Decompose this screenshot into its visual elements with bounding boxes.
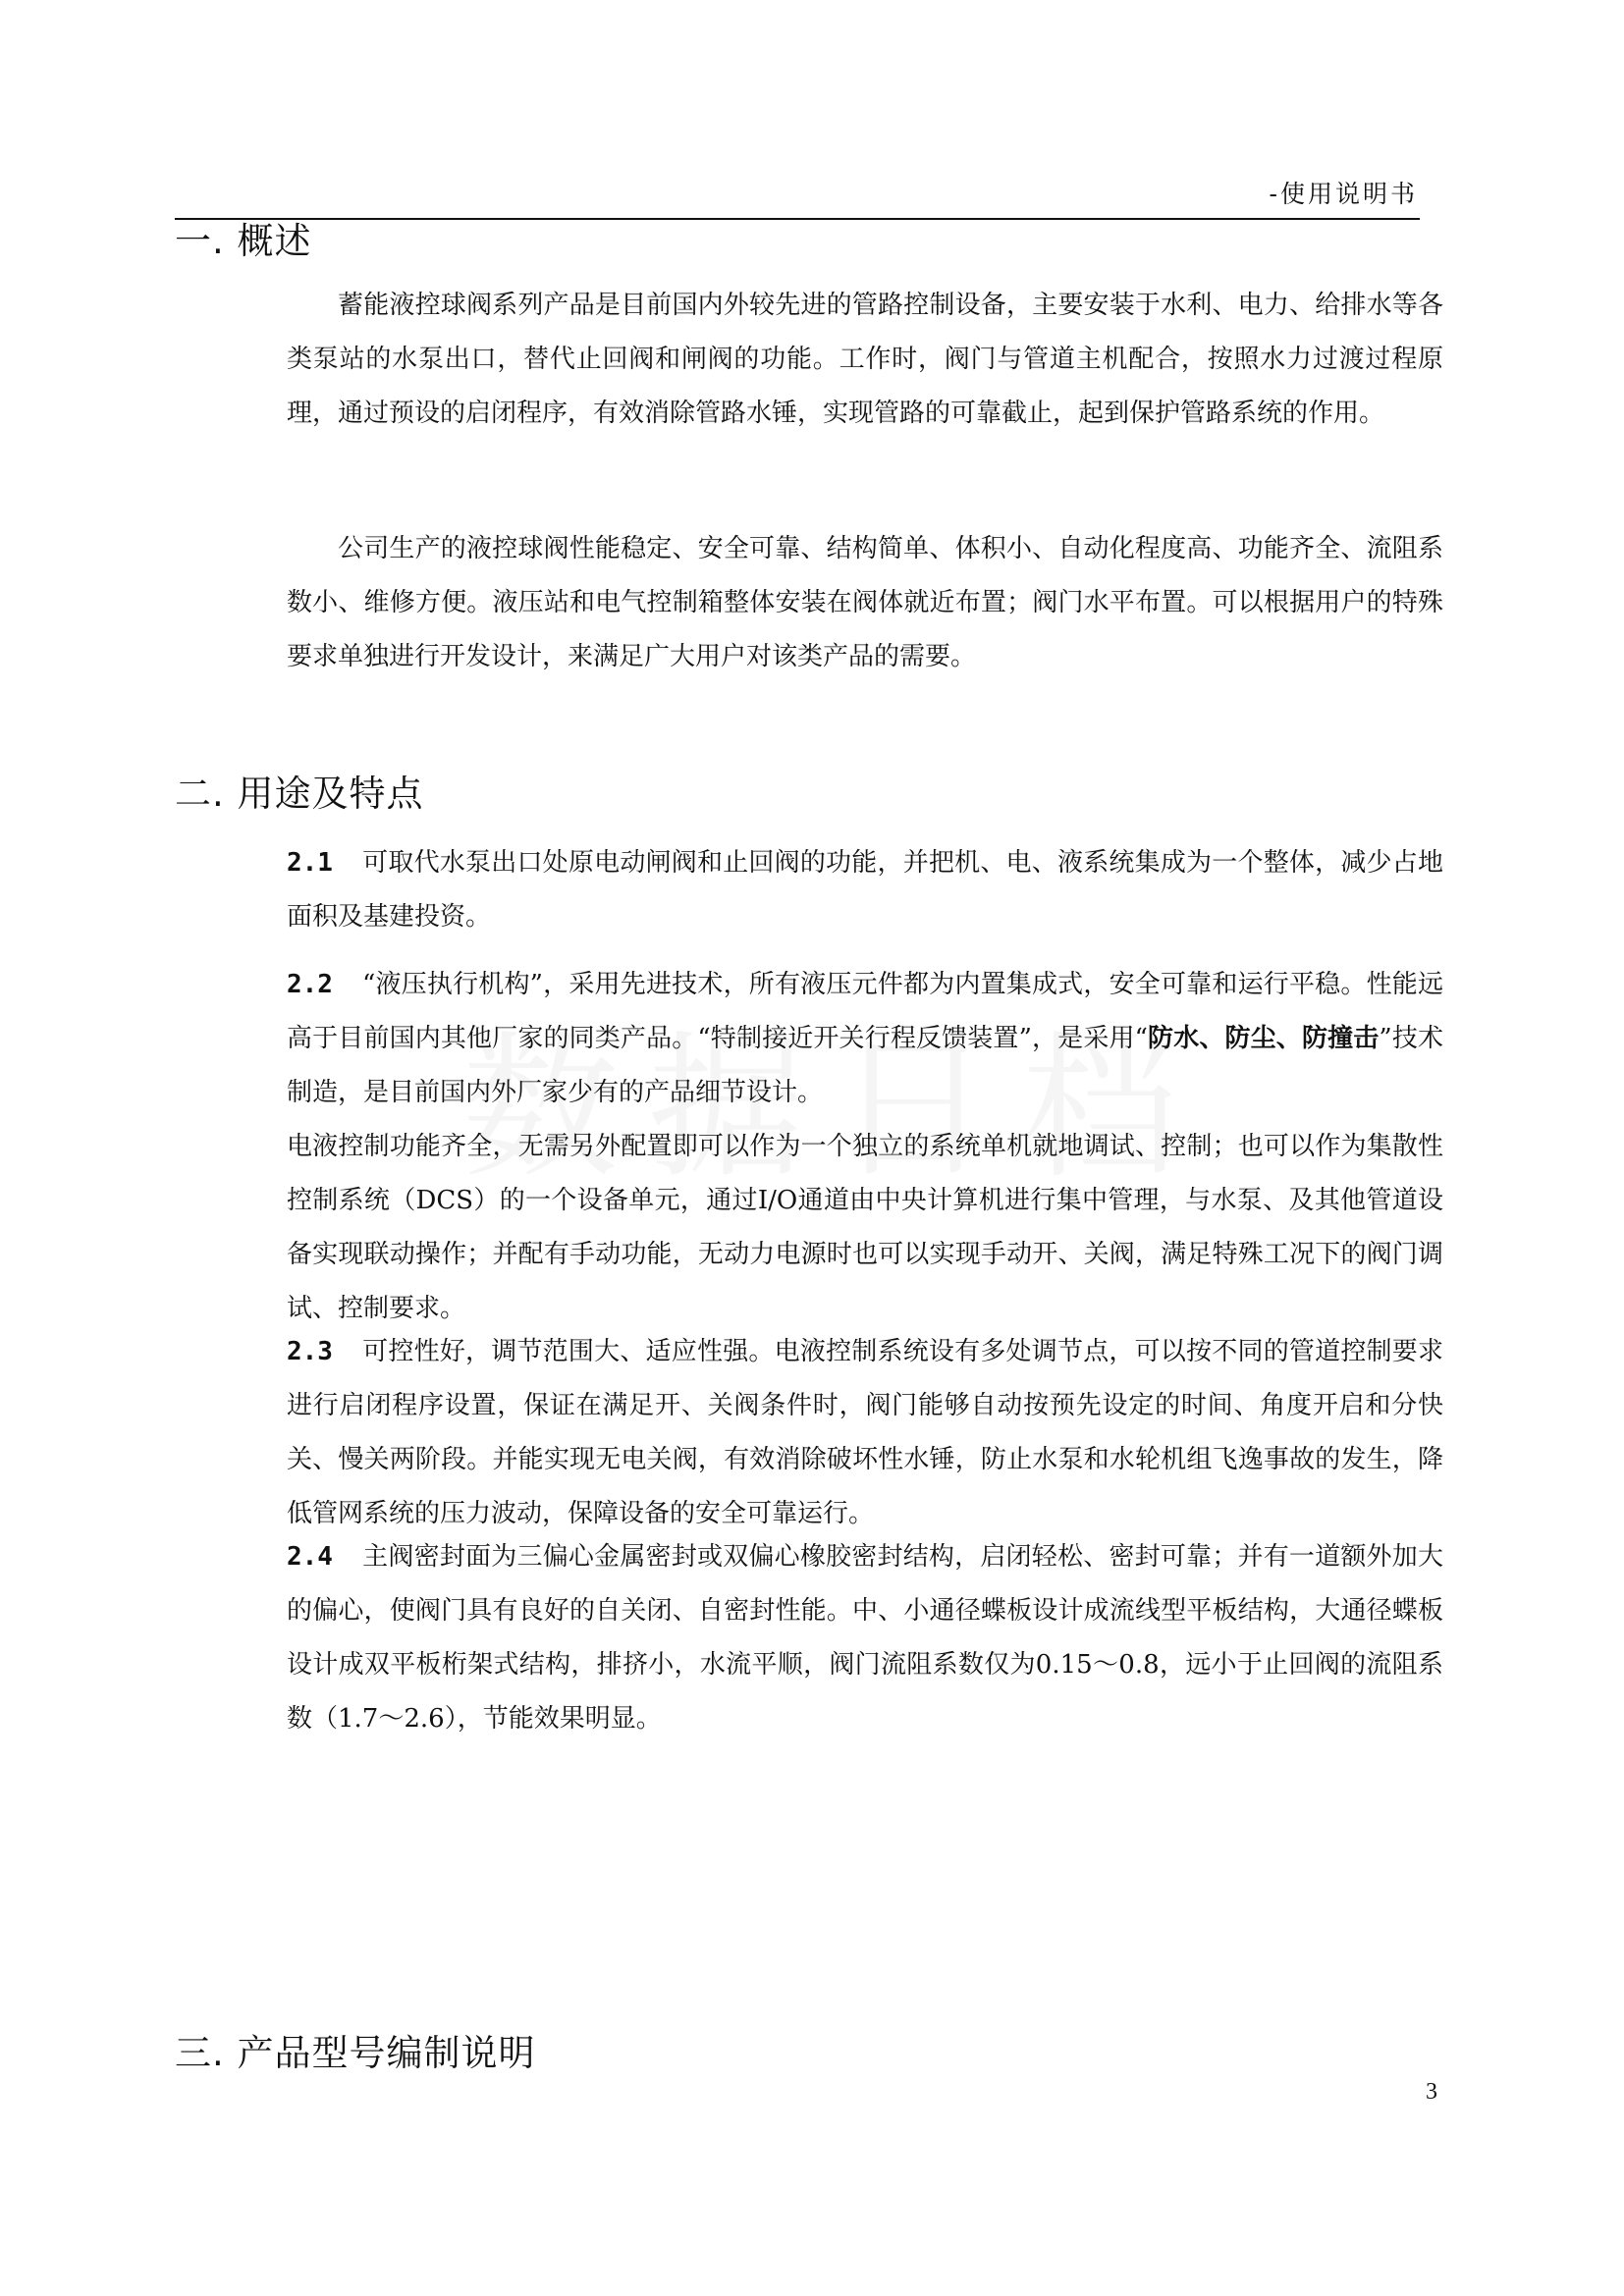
page-number: 3 (1426, 2079, 1437, 2105)
item-text: 可取代水泵出口处原电动闸阀和止回阀的功能，并把机、电、液系统集成为一个整体，减少占地面积及基建投资。 (287, 848, 1443, 932)
document-header-title: -使用说明书 (1269, 180, 1418, 208)
feature-item-2-4 (287, 1530, 1443, 1746)
item-number: 2.3 (287, 1337, 333, 1366)
item-number: 2.1 (287, 848, 333, 878)
section-heading-model-description: 三. 产品型号编制说明 (175, 2032, 536, 2074)
feature-item-2-1 (287, 836, 1443, 944)
section-heading-uses-features: 二. 用途及特点 (175, 773, 424, 815)
header-divider (175, 218, 1420, 220)
item-text: 可控性好，调节范围大、适应性强。电液控制系统设有多处调节点，可以按不同的管道控制要求进行启闭程序设置，保证在满足开、关阀条件时，阀门能够自动按预先设定的时间、角度开启和分快关、慢关两阶段。并能实现无电关阀，有效消除破坏性水锤，防止水泵和水轮机组飞逸事故的发生，降低管网系统的压力波动，保障设备的安全可靠运行。 (287, 1337, 1443, 1528)
overview-paragraph-2: 公司生产的液控球阀性能稳定、安全可靠、结构简单、体积小、自动化程度高、功能齐全、流阻系数小、维修方便。液压站和电气控制箱整体安装在阀体就近布置；阀门水平布置。可以根据用户的特殊要求单独进行开发设计，来满足广大用户对该类产品的需要。 (287, 534, 1443, 671)
item-text: 主阀密封面为三偏心金属密封或双偏心橡胶密封结构，启闭轻松、密封可靠；并有一道额外加大的偏心，使阀门具有良好的自关闭、自密封性能。中、小通径蝶板设计成流线型平板结构，大通径蝶板设计成双平板桁架式结构，排挤小，水流平顺，阀门流阻系数仅为0.15～0.8，远小于止回阀的流阻系数（1.7～2.6），节能效果明显。 (287, 1542, 1443, 1734)
feature-item-2-3 (287, 1325, 1443, 1541)
item-text: 电液控制功能齐全，无需另外配置即可以作为一个独立的系统单机就地调试、控制；也可以作为集散性控制系统（DCS）的一个设备单元，通过I/O通道由中央计算机进行集中管理，与水泵、及其他管道设备实现联动操作；并配有手动功能，无动力电源时也可以实现手动开、关阀，满足特殊工况下的阀门调试、控制要求。 (287, 1132, 1443, 1323)
item-number: 2.4 (287, 1542, 333, 1572)
item-text: ”技术制造，是目前国内外厂家少有的产品细节设计。 (287, 1024, 1443, 1107)
item-number: 2.2 (287, 970, 333, 999)
item-text-bold: 防水、防尘、防撞击 (1147, 1024, 1380, 1053)
feature-item-2-2-continued (287, 1120, 1443, 1336)
overview-paragraph-1: 蓄能液控球阀系列产品是目前国内外较先进的管路控制设备，主要安装于水利、电力、给排水等各类泵站的水泵出口，替代止回阀和闸阀的功能。工作时，阀门与管道主机配合，按照水力过渡过程原理，通过预设的启闭程序，有效消除管路水锤，实现管路的可靠截止，起到保护管路系统的作用。 (287, 291, 1443, 428)
item-text: “液压执行机构”，采用先进技术，所有液压元件都为内置集成式，安全可靠和运行平稳。性能远高于目前国内其他厂家的同类产品。“特制接近开关行程反馈装置”，是采用“ (287, 970, 1443, 1053)
feature-item-2-2 (287, 958, 1443, 1120)
section-heading-overview: 一. 概述 (175, 220, 312, 262)
